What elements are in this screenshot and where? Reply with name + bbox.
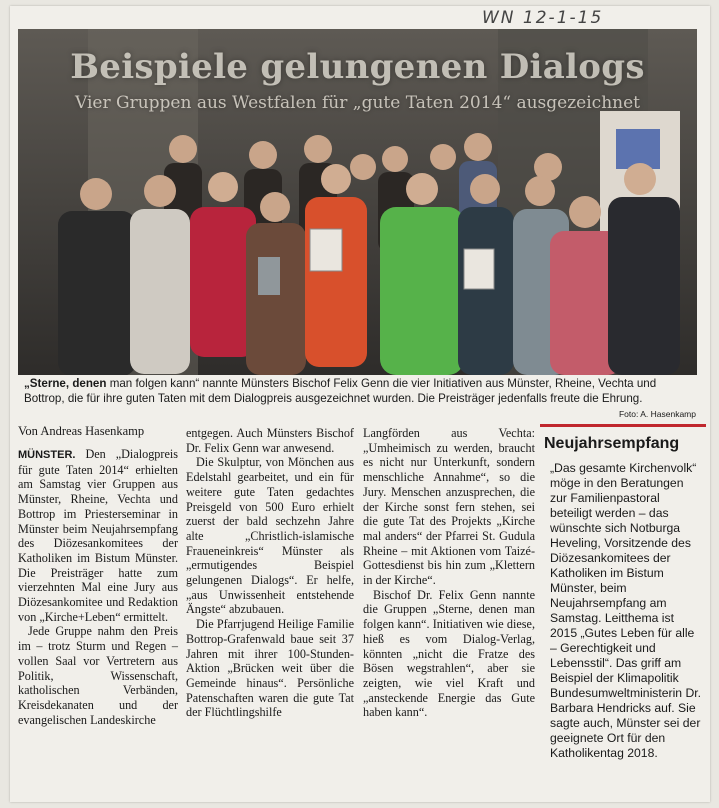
article-column-3	[363, 426, 535, 720]
sidebar-box	[540, 424, 706, 767]
dateline: MÜNSTER.	[18, 449, 76, 461]
group-photo	[18, 29, 697, 375]
paragraph: Die Skulptur, von Mönchen aus Edelstahl gearbeitet, und ein für weitere gute Taten gedachtes Preisgeld von 500 Euro erhielt zuerst der bald sechzehn Jahre alte „Christlich-islamische Fraueneinkreis“ Münster als „ermutigendes Beispiel gelungenen Dialogs“. Er helfe, „aus Unwissenheit entstehende Ängste“ abzubauen.	[186, 455, 354, 617]
paragraph: MÜNSTER. Den „Dialogpreis für gute Taten 2014“ erhielten am Samstag vier Gruppen aus Münster, Rheine, Vechta und Bottrop im Priesterseminar in Münster beim Neujahrsempfang des Diözesankomitees der Katholiken im Bistum Münster. Die Preisträger hatte zum vierzehnten Mal eine Jury aus Diözesankomitee und Redaktion von „Kirche+Leben“ ermittelt.	[18, 447, 178, 624]
caption-lead: „Sterne, denen	[24, 377, 107, 390]
paragraph: Bischof Dr. Felix Genn nannte die Gruppen „Sterne, denen man folgen kann“. Initiativen wie diese, hieß es vom Dialog-Verlag, könnten „nicht die Fratze des Bösen wegstrahlen“, aber sie zeigten, wie viel Kraft und „ansteckende Energie das Gute haben kann“.	[363, 587, 535, 720]
headline: Beispiele gelungenen Dialogs	[70, 47, 645, 87]
photo-caption	[24, 377, 696, 422]
handwritten-date-note: WN 12-1-15	[482, 8, 604, 28]
sidebar-body: „Das gesamte Kirchenvolk“ möge in den Beratungen zur Familienpastoral beteiligt werden – das wünschte sich Notburga Heveling, Vorsitzende des Diözesankomitees der Katholiken im Bistum Münster, beim Neujahrsempfang am Samstag. Leitthema ist 2015 „Gutes Leben für alle – Gerechtigkeit und Lebensstil“. Das griff am Beispiel der Klimapolitik Bundesumweltministerin Dr. Barbara Hendricks auf. Sie sagte auch, Münster sei der geeignete Ort für den Katholikentag 2018.	[550, 461, 702, 760]
article-column-1	[18, 447, 178, 727]
byline: Von Andreas Hasenkamp	[18, 424, 145, 438]
caption-text: man folgen kann“ nannte Münsters Bischof Felix Genn die vier Initiativen aus Münster, Rheine, Vechta und Bottrop, die für ihre guten Taten mit dem Dialogpreis ausgezeichnet wurden. Die Preisträger jedenfalls freute die Ehrung.	[24, 377, 657, 405]
sidebar-title: Neujahrsempfang	[544, 435, 680, 452]
subheadline: Vier Gruppen aus Westfalen für „gute Taten 2014“ ausgezeichnet	[74, 93, 640, 113]
paragraph: Die Pfarrjugend Heilige Familie Bottrop-Grafenwald baue seit 37 Jahren mit ihrer 100-Stunden-Aktion „Brücken weit über die Gemeinde hinaus“. Persönliche Patenschaften waren die gute Tat der Flüchtlingshilfe	[186, 617, 354, 720]
photo-credit: Foto: A. Hasenkamp	[618, 409, 696, 419]
paragraph: Jede Gruppe nahm den Preis im – trotz Sturm und Regen – vollen Saal vor Vertretern aus Politik, Wissenschaft, katholischen Verbänden, Kreisdekanaten und der evangelischen Landeskirche	[18, 624, 178, 727]
article-column-2	[186, 426, 354, 720]
paragraph: Langförden aus Vechta: „Umheimisch zu werden, braucht es nicht nur Unterkunft, sondern menschliche Annahme“, so die Jury. Menschen anzusprechen, die der Kirche sonst fern stehen, sei die gute Tat des Projekts „Kirche mal anders“ der Pfarrei St. Gudula Rheine – mit Aktionen vom Taizé-Gottesdienst bis hin zum „Klettern in der Kirche“.	[363, 426, 535, 588]
paragraph: entgegen. Auch Münsters Bischof Dr. Felix Genn war anwesend.	[186, 426, 354, 455]
